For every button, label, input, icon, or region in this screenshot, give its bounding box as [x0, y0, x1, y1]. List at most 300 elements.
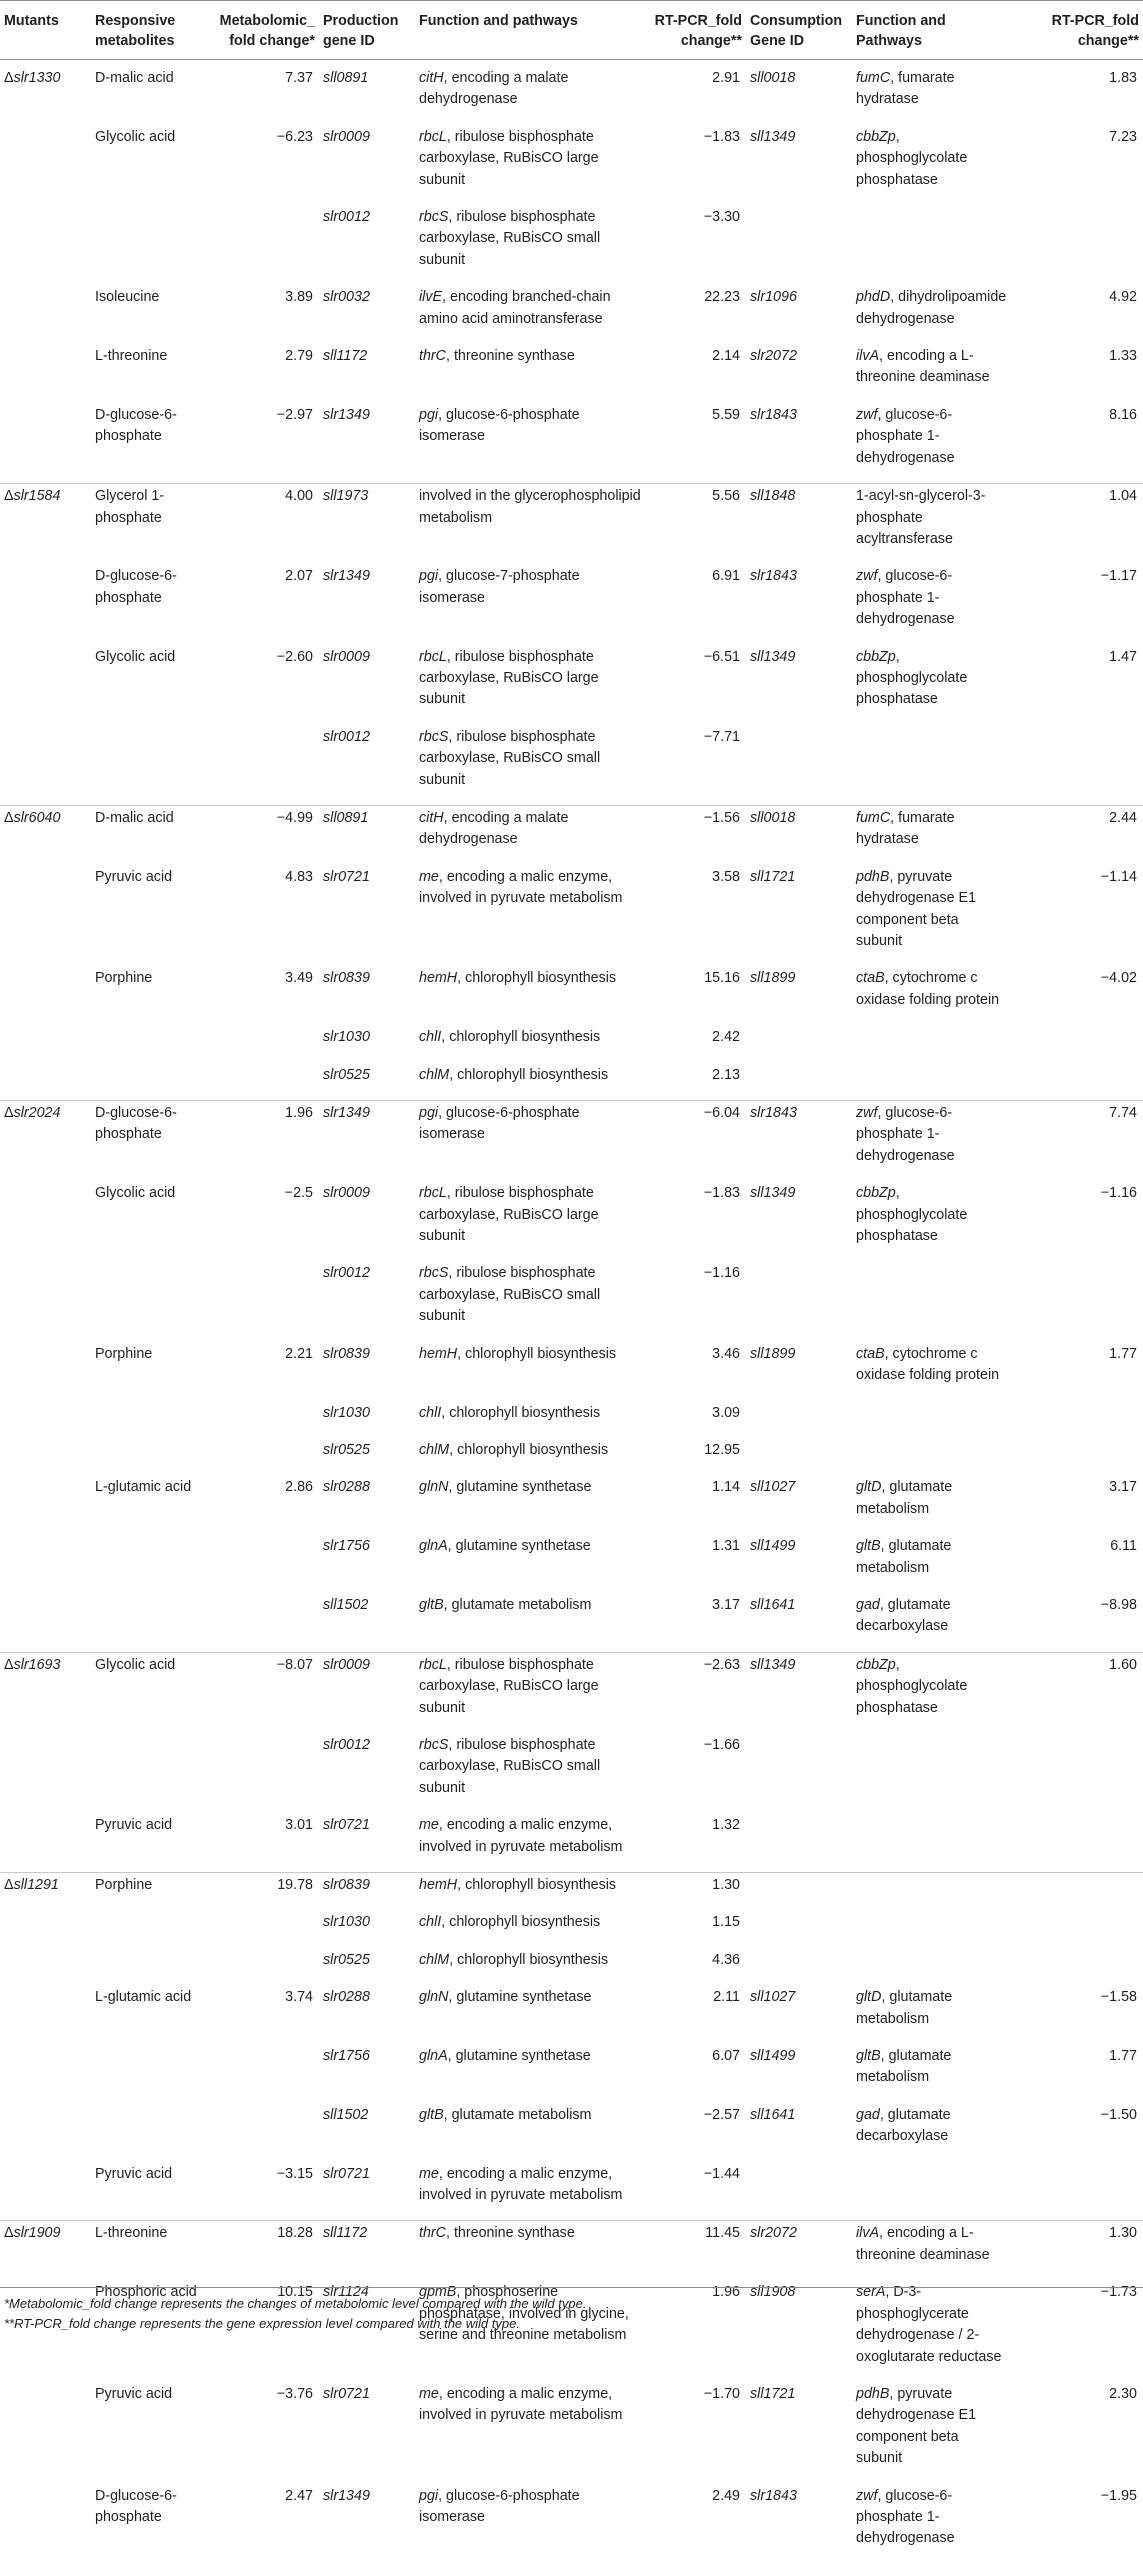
- cell-prod-func: [415, 1733, 647, 1799]
- cell-prod-rt: 5.56: [647, 484, 746, 551]
- cons-gene-name: gltB: [856, 2048, 881, 2065]
- cell-mutant: [0, 1063, 91, 1086]
- prod-gene-name: citH: [419, 70, 444, 86]
- cell-prod-gene: slr0288: [323, 1989, 370, 2006]
- cell-metabolite: D-glucose-6-phosphate: [95, 2487, 177, 2525]
- cell-prod-func: [415, 1873, 647, 1897]
- cell-prod-rt: −6.51: [703, 648, 740, 665]
- table-row: [0, 205, 1143, 271]
- cell-cons-rt: −1.17: [1100, 568, 1137, 585]
- cell-cons-func: [852, 484, 1012, 551]
- cell-prod-gene: sll1502: [323, 2106, 369, 2123]
- cons-gene-name: gltB: [856, 1538, 881, 1555]
- cons-gene-desc: , glutamate metabolism: [856, 2048, 952, 2086]
- prod-gene-name: hemH: [419, 1345, 458, 1362]
- cell-cons-rt: [1012, 1025, 1143, 1048]
- cell-cons-rt: −1.16: [1100, 1185, 1137, 1202]
- row-spacer: [0, 1461, 1143, 1475]
- cell-metab-fold: −2.60: [276, 648, 313, 665]
- cell-prod-func: [415, 1948, 647, 1971]
- cell-cons-func: [852, 966, 1012, 1011]
- delta-symbol: Δ: [4, 488, 14, 505]
- prod-gene-desc: , encoding a malic enzyme, involved in pyruvate metabolism: [419, 2385, 623, 2424]
- cell-prod-func: [415, 805, 647, 850]
- prod-gene-name: me: [419, 1817, 439, 1834]
- table-row: [0, 125, 1143, 191]
- cell-metab-fold: 4.83: [285, 868, 313, 885]
- row-spacer: [0, 1896, 1143, 1910]
- cell-cons-func: [852, 2103, 1012, 2148]
- cell-mutant: [0, 2103, 91, 2148]
- prod-gene-name: gltB: [419, 2106, 444, 2123]
- prod-gene-name: chlM: [419, 1441, 450, 1458]
- cell-prod-rt: −1.83: [703, 1185, 740, 1202]
- cons-gene-desc: , fumarate hydratase: [856, 70, 955, 108]
- cell-mutant: [0, 1342, 91, 1387]
- prod-gene-desc: , chlorophyll biosynthesis: [441, 1914, 601, 1931]
- cell-cons-gene: slr1843: [750, 2487, 797, 2504]
- cell-cons-gene: sll1027: [750, 1479, 796, 1496]
- cell-cons-func: [852, 2382, 1012, 2470]
- cell-cons-rt: 4.92: [1109, 289, 1137, 306]
- header-cons-func: Function and Pathways: [852, 1, 1012, 60]
- cell-metabolite: L-threonine: [91, 2221, 212, 2266]
- table-row: [0, 403, 1143, 469]
- cell-prod-func: [415, 1181, 647, 1247]
- cell-cons-gene: sll1721: [750, 2385, 796, 2402]
- row-spacer: [0, 1328, 1143, 1342]
- header-mutants: Mutants: [0, 1, 91, 60]
- row-spacer: [0, 1247, 1143, 1261]
- cell-prod-rt: 22.23: [704, 289, 740, 306]
- cell-metabolite: L-glutamic acid: [95, 1479, 192, 1496]
- mutant-name: slr6040: [13, 809, 61, 826]
- cell-metab-fold: −2.97: [276, 406, 313, 423]
- cell-mutant: [0, 2044, 91, 2089]
- cell-prod-func: [415, 2162, 647, 2207]
- cell-prod-rt: 2.91: [712, 70, 740, 86]
- row-spacer-cell: [0, 2089, 1143, 2103]
- prod-gene-name: rbcL: [419, 648, 447, 665]
- cell-prod-rt: −2.57: [703, 2106, 740, 2123]
- cell-cons-func: [852, 1813, 1012, 1858]
- prod-gene-desc: , ribulose bisphosphate carboxylase, RuBisCO large subunit: [419, 128, 599, 188]
- cell-cons-gene: sll1349: [750, 648, 796, 665]
- table-row: [0, 966, 1143, 1011]
- cell-mutant: [0, 2382, 91, 2470]
- cell-prod-func: [415, 1063, 647, 1086]
- row-spacer-cell: [0, 1424, 1143, 1438]
- row-spacer-cell: [0, 2368, 1143, 2382]
- header-prod-gene: Production gene ID: [319, 1, 415, 60]
- cell-cons-rt: [1012, 1733, 1143, 1799]
- row-spacer: [0, 2089, 1143, 2103]
- cell-mutant: [0, 1985, 91, 2030]
- cell-prod-rt: 11.45: [647, 2221, 746, 2266]
- cell-cons-func: [852, 205, 1012, 271]
- row-spacer: [0, 851, 1143, 865]
- row-spacer-cell: [0, 1167, 1143, 1181]
- cell-mutant: [0, 1181, 91, 1247]
- cell-metab-fold: 3.89: [285, 289, 313, 306]
- row-spacer-cell: [0, 1520, 1143, 1534]
- prod-gene-name: pgi: [419, 1105, 439, 1122]
- row-spacer: [0, 1387, 1143, 1401]
- cell-metab-fold: 1.96: [212, 1101, 319, 1168]
- cell-metabolite: Pyruvic acid: [95, 1817, 173, 1834]
- prod-gene-desc: , glutamate metabolism: [443, 1596, 592, 1613]
- row-spacer-cell: [0, 1011, 1143, 1025]
- row-spacer-cell: [0, 1638, 1143, 1653]
- table-row: [0, 2044, 1143, 2089]
- prod-gene-desc: , threonine synthase: [446, 2225, 575, 2242]
- cell-prod-func: [415, 1261, 647, 1327]
- cons-gene-name: zwf: [856, 406, 878, 423]
- prod-gene-desc: , glutamate metabolism: [443, 2106, 592, 2123]
- cell-cons-func: [852, 60, 1012, 111]
- delta-symbol: Δ: [4, 70, 14, 86]
- cell-prod-rt: −1.44: [703, 2165, 740, 2182]
- cell-cons-rt: −1.95: [1100, 2487, 1137, 2504]
- cell-cons-func: [852, 1475, 1012, 1520]
- table-row: [0, 1652, 1143, 1719]
- cell-metabolite: [91, 1733, 212, 1799]
- footnote-metabolomic: *Metabolomic_fold change represents the changes of metabolomic level compared with the wild type.: [4, 2296, 587, 2311]
- cell-prod-gene: slr1349: [323, 568, 370, 585]
- cell-prod-rt: −1.83: [703, 128, 740, 145]
- prod-gene-name: pgi: [419, 2487, 439, 2504]
- cell-cons-rt: 2.30: [1109, 2385, 1137, 2402]
- cons-gene-name: gad: [856, 2106, 880, 2123]
- cell-metab-fold: [212, 1733, 319, 1799]
- cell-prod-rt: 4.36: [712, 1951, 740, 1968]
- cell-prod-gene: slr0525: [323, 1951, 370, 1968]
- cell-prod-gene: slr0012: [323, 728, 370, 745]
- row-spacer: [0, 550, 1143, 564]
- table-body: [0, 60, 1143, 2564]
- cell-mutant: [0, 2484, 91, 2550]
- cell-cons-gene: sll1499: [750, 2048, 796, 2065]
- cons-gene-name: pdhB: [856, 2385, 890, 2402]
- table-row: [0, 2103, 1143, 2148]
- cell-metabolite: D-glucose-6-phosphate: [95, 406, 177, 445]
- cell-metabolite: D-glucose-6-phosphate: [95, 568, 177, 606]
- cell-cons-gene: slr2072: [746, 2221, 852, 2266]
- cons-gene-name: cbbZp: [856, 648, 896, 665]
- cell-cons-gene: [746, 1438, 852, 1461]
- cell-metabolite: Isoleucine: [95, 289, 160, 306]
- row-spacer: [0, 2030, 1143, 2044]
- cell-metab-fold: [212, 205, 319, 271]
- row-spacer: [0, 2368, 1143, 2382]
- prod-gene-desc: , encoding a malic enzyme, involved in pyruvate metabolism: [419, 868, 623, 907]
- cell-metabolite: [91, 1534, 212, 1579]
- prod-gene-desc: , chlorophyll biosynthesis: [449, 1951, 609, 1968]
- cell-mutant: [0, 1401, 91, 1424]
- cons-gene-desc: , glucose-6-phosphate 1-dehydrogenase: [856, 568, 955, 628]
- cell-prod-gene: slr1030: [323, 1029, 370, 1046]
- row-spacer-cell: [0, 111, 1143, 125]
- cell-prod-gene: sll1172: [323, 348, 368, 365]
- table-row: [0, 60, 1143, 111]
- cell-mutant: [0, 2162, 91, 2207]
- cell-mutant: [0, 205, 91, 271]
- cell-prod-func: [415, 125, 647, 191]
- cell-cons-func: [852, 1910, 1012, 1933]
- cell-cons-func: [852, 865, 1012, 953]
- cell-mutant: [0, 1025, 91, 1048]
- cons-gene-name: phdD: [856, 289, 891, 306]
- row-spacer: [0, 791, 1143, 806]
- prod-gene-desc: , glucose-7-phosphate isomerase: [419, 568, 580, 606]
- table-row: [0, 484, 1143, 551]
- row-spacer-cell: [0, 330, 1143, 344]
- cell-metab-fold: 3.01: [285, 1817, 313, 1834]
- cell-prod-func: [415, 403, 647, 469]
- header-prod-func: Function and pathways: [415, 1, 647, 60]
- cell-metab-fold: [212, 1261, 319, 1327]
- cell-mutant: [0, 865, 91, 953]
- cell-metabolite: L-glutamic acid: [95, 1989, 192, 2006]
- row-spacer: [0, 2470, 1143, 2484]
- cell-prod-func: [415, 1025, 647, 1048]
- prod-gene-desc: , phosphoserine phosphatase, involved in glycine, serine and threonine metabolism: [419, 2284, 629, 2344]
- cell-prod-rt: 3.46: [712, 1345, 740, 1362]
- cell-metab-fold: 3.49: [285, 970, 313, 987]
- cell-prod-rt: 1.30: [647, 1873, 746, 1897]
- cell-cons-func: [852, 1261, 1012, 1327]
- row-spacer-cell: [0, 1896, 1143, 1910]
- cell-cons-func: [852, 725, 1012, 791]
- cell-cons-rt: 1.77: [1109, 1345, 1137, 1362]
- cell-cons-gene: [746, 725, 852, 791]
- cell-prod-func: [415, 2221, 647, 2266]
- table-row: [0, 2382, 1143, 2470]
- cell-cons-rt: [1012, 1261, 1143, 1327]
- cell-prod-func: [415, 2103, 647, 2148]
- prod-gene-desc: , glutamine synthetase: [448, 1479, 592, 1496]
- cons-gene-desc: , glutamate decarboxylase: [856, 1596, 951, 1635]
- cell-mutant: [0, 1813, 91, 1858]
- cell-cons-gene: sll1349: [750, 1185, 796, 1202]
- cell-metabolite: Glycolic acid: [95, 1185, 176, 1202]
- prod-gene-name: me: [419, 2385, 439, 2402]
- prod-gene-desc: , ribulose bisphosphate carboxylase, RuBisCO large subunit: [419, 648, 599, 708]
- cons-gene-desc: , glucose-6-phosphate 1-dehydrogenase: [856, 1105, 955, 1164]
- cell-metabolite: Porphine: [95, 1345, 153, 1362]
- cell-prod-gene: slr1349: [323, 2487, 370, 2504]
- row-spacer: [0, 952, 1143, 966]
- table-row: [0, 1910, 1143, 1933]
- row-spacer-cell: [0, 1328, 1143, 1342]
- cell-prod-func: [415, 725, 647, 791]
- cell-prod-rt: −2.63: [647, 1652, 746, 1719]
- cell-cons-gene: slr1843: [750, 568, 797, 585]
- prod-gene-desc: , encoding a malate dehydrogenase: [419, 809, 569, 848]
- cell-metab-fold: [212, 1025, 319, 1048]
- cell-cons-gene: [746, 1063, 852, 1086]
- cell-metab-fold: [212, 2044, 319, 2089]
- cell-metab-fold: [212, 1438, 319, 1461]
- cons-gene-desc: , cytochrome c oxidase folding protein: [856, 1345, 1000, 1384]
- cell-mutant: [0, 1593, 91, 1638]
- row-spacer-cell: [0, 1858, 1143, 1873]
- cell-cons-func: [852, 1948, 1012, 1971]
- prod-gene-name: ilvE: [419, 289, 443, 306]
- cell-mutant: [0, 564, 91, 630]
- table-row: [0, 1813, 1143, 1858]
- row-spacer: [0, 191, 1143, 205]
- mutant-name: slr1909: [13, 2225, 61, 2242]
- row-spacer: [0, 1858, 1143, 1873]
- header-prod-rt: RT-PCR_fold change**: [647, 1, 746, 60]
- prod-gene-desc: , ribulose bisphosphate carboxylase, RuBisCO small subunit: [419, 1736, 601, 1796]
- mutant-name: slr1584: [13, 488, 61, 505]
- cell-metab-fold: [212, 1948, 319, 1971]
- cell-prod-gene: slr0721: [323, 868, 370, 885]
- cell-metabolite: [91, 1025, 212, 1048]
- cell-prod-rt: 1.96: [712, 2284, 740, 2301]
- cell-metabolite: Porphine: [91, 1873, 212, 1897]
- cell-mutant: [0, 1873, 91, 1897]
- cell-metabolite: [91, 1261, 212, 1327]
- mutant-name: slr1693: [13, 1656, 61, 1673]
- cons-gene-name: pdhB: [856, 868, 890, 885]
- cell-metabolite: Pyruvic acid: [95, 2165, 173, 2182]
- cell-mutant: [0, 125, 91, 191]
- cell-metabolite: Glycerol 1-phosphate: [91, 484, 212, 551]
- cons-gene-name: cbbZp: [856, 1185, 896, 1202]
- cell-cons-rt: 1.83: [1109, 70, 1137, 86]
- cell-cons-rt: −1.50: [1100, 2106, 1137, 2123]
- table-row: [0, 1261, 1143, 1327]
- prod-gene-desc: , ribulose bisphosphate carboxylase, RuBisCO large subunit: [419, 1185, 599, 1245]
- cell-mutant: [0, 966, 91, 1011]
- table-row: [0, 2484, 1143, 2550]
- prod-gene-name: glnN: [419, 1989, 449, 2006]
- cell-prod-gene: slr0012: [323, 209, 370, 226]
- cell-prod-func: [415, 966, 647, 1011]
- cell-prod-func: [415, 205, 647, 271]
- cell-prod-gene: slr1030: [323, 1914, 370, 1931]
- cell-metabolite: L-threonine: [95, 348, 168, 365]
- cell-cons-func: [852, 1025, 1012, 1048]
- cell-prod-func: [415, 1910, 647, 1933]
- prod-gene-name: me: [419, 2165, 439, 2182]
- cell-cons-rt: 1.33: [1109, 348, 1137, 365]
- cell-cons-gene: sll0018: [750, 70, 796, 86]
- cell-prod-gene: slr0721: [323, 2385, 370, 2402]
- prod-gene-desc: , glucose-6-phosphate isomerase: [419, 1105, 580, 1143]
- table-row: [0, 805, 1143, 850]
- cell-prod-func: [415, 1342, 647, 1387]
- cons-gene-desc: , pyruvate dehydrogenase E1 component beta subunit: [856, 2385, 977, 2467]
- cell-cons-gene: [746, 1261, 852, 1327]
- cell-cons-gene: [746, 1910, 852, 1933]
- cell-cons-func: [852, 2221, 1012, 2266]
- row-spacer: [0, 1579, 1143, 1593]
- cons-gene-desc: , pyruvate dehydrogenase E1 component beta subunit: [856, 868, 977, 949]
- cell-mutant: [0, 484, 91, 551]
- prod-gene-name: chlI: [419, 1029, 442, 1046]
- cons-gene-name: serA: [856, 2284, 886, 2301]
- cell-prod-func: [415, 1985, 647, 2030]
- cons-gene-name: zwf: [856, 1105, 878, 1122]
- cell-metabolite: Phosphoric acid: [95, 2284, 197, 2301]
- cell-cons-gene: sll1721: [750, 868, 796, 885]
- cell-metab-fold: 2.21: [285, 1345, 313, 1362]
- table-row: [0, 865, 1143, 953]
- table-row: [0, 1985, 1143, 2030]
- prod-gene-desc: , chlorophyll biosynthesis: [449, 1441, 609, 1458]
- row-spacer-cell: [0, 1461, 1143, 1475]
- prod-gene-desc: , glutamine synthetase: [447, 1538, 591, 1555]
- cell-prod-gene: slr1124: [323, 2284, 369, 2301]
- cell-prod-func: [415, 1475, 647, 1520]
- cell-prod-gene: slr0721: [323, 1817, 370, 1834]
- footnote-rtpcr: **RT-PCR_fold change represents the gene expression level compared with the wild type.: [4, 2316, 520, 2331]
- cell-prod-gene: slr0009: [323, 648, 370, 665]
- row-spacer-cell: [0, 631, 1143, 645]
- prod-gene-desc: , encoding a malic enzyme, involved in pyruvate metabolism: [419, 1817, 623, 1855]
- row-spacer: [0, 1011, 1143, 1025]
- row-spacer-cell: [0, 2148, 1143, 2162]
- row-spacer-cell: [0, 389, 1143, 403]
- prod-gene-name: rbcL: [419, 1656, 447, 1673]
- delta-symbol: Δ: [4, 809, 14, 826]
- cell-cons-func: [852, 1342, 1012, 1387]
- cell-cons-func: [852, 1181, 1012, 1247]
- cell-cons-rt: 1.04: [1012, 484, 1143, 551]
- cell-cons-rt: [1012, 2162, 1143, 2207]
- mutant-name: slr1330: [13, 70, 61, 86]
- cell-metabolite: Glycolic acid: [91, 1652, 212, 1719]
- cell-cons-func: [852, 2044, 1012, 2089]
- cell-cons-func: [852, 403, 1012, 469]
- cons-gene-name: ctaB: [856, 970, 885, 987]
- cell-cons-rt: [1012, 1813, 1143, 1858]
- cell-prod-gene: sll0891: [323, 70, 369, 86]
- cell-cons-func: [852, 1063, 1012, 1086]
- cell-metabolite: D-glucose-6-phosphate: [91, 1101, 212, 1168]
- header-cons-gene: Consumption Gene ID: [746, 1, 852, 60]
- row-spacer: [0, 711, 1143, 725]
- table-row: [0, 1733, 1143, 1799]
- row-spacer-cell: [0, 791, 1143, 806]
- cell-cons-rt: 3.17: [1109, 1479, 1137, 1496]
- cell-cons-gene: slr2072: [750, 348, 797, 365]
- prod-gene-desc: , chlorophyll biosynthesis: [441, 1404, 601, 1421]
- cell-mutant: [0, 1475, 91, 1520]
- row-spacer: [0, 2148, 1143, 2162]
- prod-gene-desc: , chlorophyll biosynthesis: [457, 1345, 617, 1362]
- table-row: [0, 2162, 1143, 2207]
- cell-metabolite: [91, 2044, 212, 2089]
- cons-gene-desc: , glucose-6-phosphate 1-dehydrogenase: [856, 2487, 955, 2547]
- cell-prod-func: [415, 564, 647, 630]
- cons-gene-desc: , D-3-phosphoglycerate dehydrogenase / 2-oxoglutarate reductase: [856, 2284, 1002, 2365]
- cons-gene-name: fumC: [856, 809, 891, 826]
- cell-prod-gene: slr1349: [323, 406, 370, 423]
- row-spacer: [0, 271, 1143, 285]
- row-spacer: [0, 1719, 1143, 1733]
- mutant-name: slr2024: [13, 1105, 61, 1122]
- prod-gene-name: pgi: [419, 568, 439, 585]
- cons-gene-desc: , fumarate hydratase: [856, 809, 955, 848]
- row-spacer-cell: [0, 271, 1143, 285]
- cell-metab-fold: 2.86: [285, 1479, 313, 1496]
- cons-gene-desc: , encoding a L-threonine deaminase: [856, 348, 990, 386]
